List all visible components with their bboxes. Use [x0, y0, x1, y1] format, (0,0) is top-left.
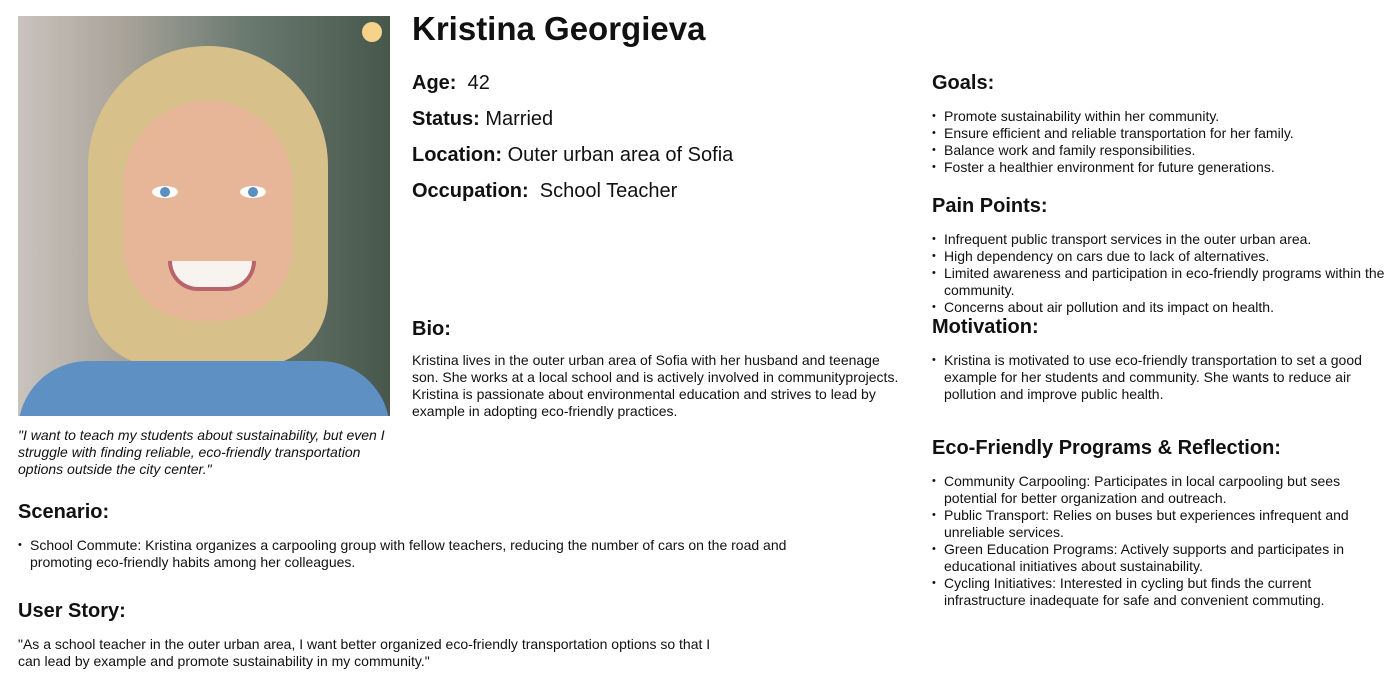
- motivation-heading: Motivation:: [932, 316, 1039, 338]
- status-label: Status:: [412, 108, 480, 130]
- list-item: • High dependency on cars due to lack of alternatives.: [932, 248, 1392, 265]
- list-item: • Limited awareness and participation in eco-friendly programs within the community.: [932, 265, 1392, 299]
- location-label: Location:: [412, 144, 502, 166]
- list-item: • Ensure efficient and reliable transportation for her family.: [932, 125, 1392, 142]
- bio-heading: Bio:: [412, 318, 451, 340]
- persona-photo: [18, 16, 390, 416]
- scenario-heading: Scenario:: [18, 501, 110, 523]
- goals-heading: Goals:: [932, 72, 995, 94]
- list-item: • Community Carpooling: Participates in local carpooling but sees potential for better organization and outreach.: [932, 473, 1392, 507]
- list-item: • Balance work and family responsibilities.: [932, 142, 1392, 159]
- persona-quote: "I want to teach my students about sustainability, but even I struggle with finding reliable, eco-friendly transportation options outside the city center.": [18, 427, 385, 477]
- scenario-list: [18, 537, 808, 571]
- user-story-text: "As a school teacher in the outer urban area, I want better organized eco-friendly transportation options so that I can lead by example and promote sustainability in my community.": [18, 636, 711, 669]
- location-row: [412, 144, 733, 167]
- list-item: • Cycling Initiatives: Interested in cycling but finds the current infrastructure inadequate for safe and convenient commuting.: [932, 575, 1392, 609]
- eco-programs-heading: Eco-Friendly Programs & Reflection:: [932, 437, 1281, 459]
- list-item: • Green Education Programs: Actively supports and participates in educational initiatives about sustainability.: [932, 541, 1392, 575]
- occupation-label: Occupation:: [412, 180, 529, 202]
- list-item: • Infrequent public transport services in the outer urban area.: [932, 231, 1392, 248]
- user-story-heading: User Story:: [18, 600, 126, 622]
- bio-text: Kristina lives in the outer urban area of Sofia with her husband and teenage son. She works at a local school and is actively involved in communityprojects. Kristina is passionate about environmental education and strives to lead by example in adopting eco-friendly practices.: [412, 352, 899, 419]
- eco-programs-list: [932, 473, 1392, 609]
- list-item: • Public Transport: Relies on buses but experiences infrequent and unreliable services.: [932, 507, 1392, 541]
- occupation-value: School Teacher: [539, 180, 678, 202]
- age-value: 42: [467, 72, 490, 94]
- status-value: Married: [485, 108, 554, 130]
- occupation-row: [412, 180, 677, 203]
- pain-points-list: [932, 231, 1392, 316]
- list-item: • Promote sustainability within her community.: [932, 108, 1392, 125]
- motivation-list: [932, 352, 1392, 403]
- status-row: [412, 108, 553, 131]
- location-value: Outer urban area of Sofia: [507, 144, 734, 166]
- list-item: • School Commute: Kristina organizes a carpooling group with fellow teachers, reducing the number of cars on the road and promoting eco-friendly habits among her colleagues.: [18, 537, 808, 571]
- age-label: Age:: [412, 72, 457, 94]
- age-row: [412, 72, 490, 95]
- list-item: • Concerns about air pollution and its impact on health.: [932, 299, 1392, 316]
- goals-list: [932, 108, 1392, 176]
- list-item: • Kristina is motivated to use eco-friendly transportation to set a good example for her students and community. She wants to reduce air pollution and improve public health.: [932, 352, 1392, 403]
- pain-points-heading: Pain Points:: [932, 195, 1048, 217]
- persona-name: Kristina Georgieva: [412, 10, 706, 47]
- list-item: • Foster a healthier environment for future generations.: [932, 159, 1392, 176]
